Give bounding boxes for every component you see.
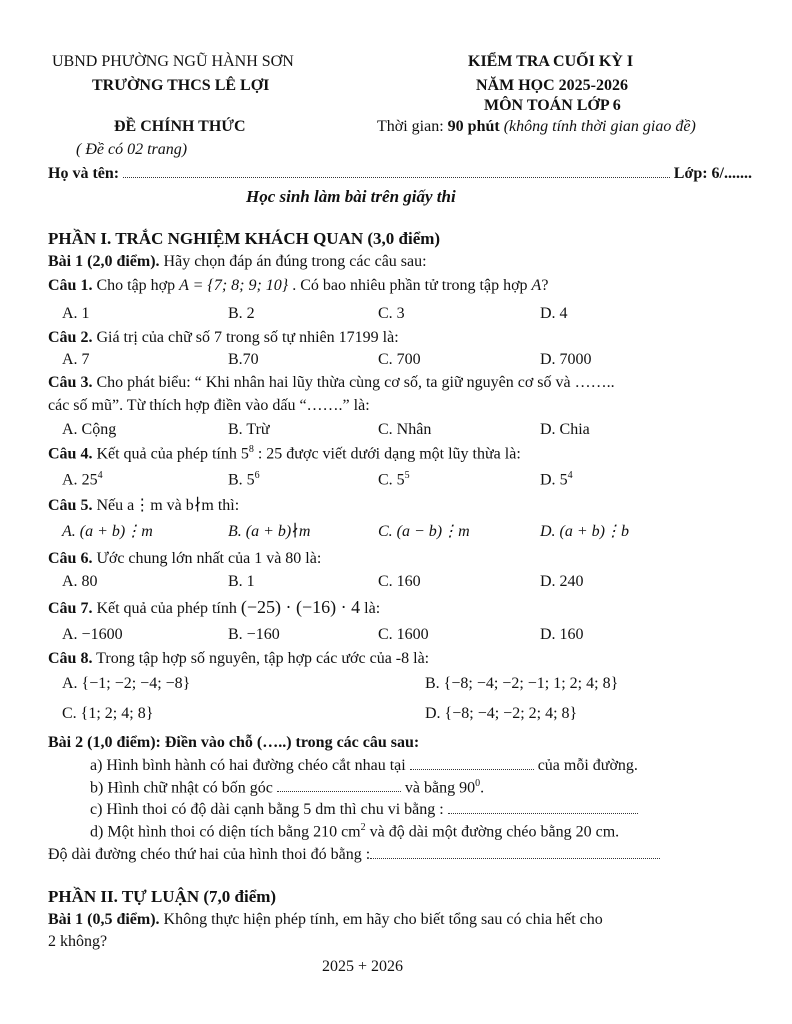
q7-text-a: Kết quả của phép tính <box>92 600 241 617</box>
question-8 <box>48 649 429 668</box>
q8-option-d: D. {−8; −4; −2; 2; 4; 8} <box>425 705 578 722</box>
q1-set-name: A <box>531 277 542 294</box>
part1-title: PHẦN I. TRẮC NGHIỆM KHÁCH QUAN (3,0 điểm) <box>48 229 441 248</box>
p2-bai1-text: Không thực hiện phép tính, em hãy cho biết tổng sau có chia hết cho <box>159 911 603 928</box>
authority-name: UBND PHƯỜNG NGŨ HÀNH SƠN <box>52 53 294 70</box>
question-2 <box>48 328 399 347</box>
q4d-base: 5 <box>559 471 568 489</box>
q4c-prefix: C. <box>378 471 397 489</box>
q8-option-a: A. {−1; −2; −4; −8} <box>62 675 191 692</box>
bai2-d-blank <box>370 848 660 859</box>
q1-label: Câu 1. <box>48 277 93 294</box>
q4-option-c <box>378 470 410 490</box>
q6-option-a: A. 80 <box>62 573 98 590</box>
q2-text: Giá trị của chữ số 7 trong số tự nhiên 17199 là: <box>92 329 399 346</box>
bai2-d-post: và độ dài một đường chéo bằng 20 cm. <box>365 823 620 841</box>
bai1-label: Bài 1 (2,0 điểm). <box>48 253 160 270</box>
official-label: ĐỀ CHÍNH THỨC <box>114 118 246 135</box>
bai2-item-c <box>90 800 638 819</box>
bai2-item-b <box>90 778 484 798</box>
q7-option-c: C. 1600 <box>378 626 429 643</box>
school-year: NĂM HỌC 2025-2026 <box>476 77 628 94</box>
subject-title: MÔN TOÁN LỚP 6 <box>484 97 621 114</box>
part2-bai1 <box>48 910 603 929</box>
q4-exp: 8 <box>248 444 254 455</box>
bai2-b-post: và bằng <box>400 779 460 797</box>
bai2-b-blank <box>277 781 401 792</box>
q1-option-b: B. 2 <box>228 305 255 322</box>
bai2-d2-text: Độ dài đường chéo thứ hai của hình thoi đó bằng : <box>48 846 371 863</box>
q1-option-d: D. 4 <box>540 305 568 322</box>
name-row <box>48 164 752 183</box>
p2-bai1-label: Bài 1 (0,5 điểm). <box>48 911 160 928</box>
q4-option-d <box>540 470 573 490</box>
bai2-b-deg-sup: 0 <box>475 778 481 789</box>
name-label: Họ và tên: <box>48 165 120 182</box>
q2-option-a: A. 7 <box>62 351 90 368</box>
q8-option-c: C. {1; 2; 4; 8} <box>62 705 154 722</box>
part1-bai1 <box>48 252 427 271</box>
q6-option-d: D. 240 <box>540 573 584 590</box>
q4b-base: 5 <box>246 471 255 489</box>
q2-option-d: D. 7000 <box>540 351 592 368</box>
q5-option-d: D. (a + b)⋮b <box>540 523 630 540</box>
q4-text-b: : 25 được viết dưới dạng một lũy thừa là: <box>253 445 521 463</box>
q7-label: Câu 7. <box>48 600 93 617</box>
question-7 <box>48 597 380 619</box>
time-info <box>377 117 696 136</box>
bai2-d-area: 210 cm <box>313 823 361 841</box>
q6-text: Ước chung lớn nhất của 1 và 80 là: <box>92 550 322 567</box>
bai2-d-area-sup: 2 <box>360 822 366 833</box>
q2-option-b: B.70 <box>228 351 259 368</box>
q7-option-b: B. −160 <box>228 626 280 643</box>
q4c-exp: 5 <box>404 470 410 481</box>
q7-expr: (−25) · (−16) · 4 <box>240 597 361 617</box>
part2-expression: 2025 + 2026 <box>322 958 404 975</box>
part1-bai2: Bài 2 (1,0 điểm): Điền vào chỗ (…..) trong các câu sau: <box>48 734 420 751</box>
q4-text-a: Kết quả của phép tính <box>92 445 241 463</box>
q4b-exp: 6 <box>254 470 260 481</box>
q1-option-a: A. 1 <box>62 305 90 322</box>
bai2-a-post: của mỗi đường. <box>533 757 638 774</box>
question-5 <box>48 496 239 515</box>
question-6 <box>48 549 321 568</box>
question-1 <box>48 276 548 295</box>
question-3 <box>48 373 615 392</box>
q5-option-a: A. (a + b)⋮m <box>62 523 153 540</box>
part2-title: PHẦN II. TỰ LUẬN (7,0 điểm) <box>48 887 277 906</box>
q1-set: A = {7; 8; 9; 10} <box>179 277 289 294</box>
q5-option-c: C. (a − b)⋮m <box>378 523 470 540</box>
bai2-a-blank <box>410 759 534 770</box>
q4d-prefix: D. <box>540 471 560 489</box>
q8-option-b: B. {−8; −4; −2; −1; 1; 2; 4; 8} <box>425 675 619 692</box>
q5-text: Nếu a⋮m và b∤m thì: <box>92 497 240 514</box>
bai2-d-pre: d) Một hình thoi có diện tích bằng <box>90 823 314 841</box>
bai1-text: Hãy chọn đáp án đúng trong các câu sau: <box>159 253 427 270</box>
q5-label: Câu 5. <box>48 497 93 514</box>
q7-option-a: A. −1600 <box>62 626 123 643</box>
q4-label: Câu 4. <box>48 445 93 463</box>
q4a-exp: 4 <box>97 470 103 481</box>
q4b-prefix: B. <box>228 471 247 489</box>
time-value: 90 phút <box>447 118 500 135</box>
q3-option-d: D. Chia <box>540 421 590 438</box>
q4-option-b <box>228 470 260 490</box>
question-4 <box>48 444 521 464</box>
q3-option-b: B. Trừ <box>228 421 270 438</box>
q4a-prefix: A. <box>62 471 82 489</box>
q6-label: Câu 6. <box>48 550 93 567</box>
school-name-text: TRƯỜNG THCS LÊ LỢI <box>92 77 270 94</box>
q8-text: Trong tập hợp số nguyên, tập hợp các ước của -8 là: <box>92 650 430 667</box>
q1-text-b: . Có bao nhiêu phần tử trong tập hợp <box>288 277 532 294</box>
q4-option-a <box>62 470 103 490</box>
q4d-exp: 4 <box>567 470 573 481</box>
q3-option-c: C. Nhân <box>378 421 432 438</box>
class-label: Lớp: 6/....... <box>673 165 752 182</box>
q2-option-c: C. 700 <box>378 351 421 368</box>
time-prefix: Thời gian: <box>377 118 448 135</box>
bai2-item-d <box>90 822 619 842</box>
bai2-b-end: . <box>480 779 485 797</box>
pages-note: ( Đề có 02 trang) <box>76 141 188 158</box>
part2-bai1-cont: 2 không? <box>48 933 108 950</box>
school-name <box>92 76 269 95</box>
q1-text-a: Cho tập hợp <box>92 277 180 294</box>
time-note: (không tính thời gian giao đề) <box>499 118 696 135</box>
question-3-cont: các số mũ”. Từ thích hợp điền vào dấu “…….” là: <box>48 397 370 414</box>
q1-option-c: C. 3 <box>378 305 405 322</box>
bai2-b-pre: b) Hình chữ nhật có bốn góc <box>90 779 277 797</box>
q6-option-b: B. 1 <box>228 573 255 590</box>
q2-label: Câu 2. <box>48 329 93 346</box>
q5-option-b: B. (a + b)∤m <box>228 523 311 540</box>
bai2-c-blank <box>448 803 638 814</box>
exam-title: KIỂM TRA CUỐI KỲ I <box>468 53 634 70</box>
q3-text: Cho phát biểu: “ Khi nhân hai lũy thừa cùng cơ số, ta giữ nguyên cơ số và …….. <box>92 374 615 391</box>
q4c-base: 5 <box>396 471 405 489</box>
bai2-a-pre: a) Hình bình hành có hai đường chéo cắt nhau tại <box>90 757 410 774</box>
name-blank <box>123 164 670 178</box>
q7-text-b: là: <box>360 600 381 617</box>
bai2-item-a <box>90 756 638 775</box>
bai2-b-deg: 90 <box>459 779 476 797</box>
bai2-item-d-cont <box>48 845 660 864</box>
q3-label: Câu 3. <box>48 374 93 391</box>
q7-option-d: D. 160 <box>540 626 584 643</box>
q3-option-a: A. Cộng <box>62 421 117 438</box>
instruction: Học sinh làm bài trên giấy thi <box>246 187 456 206</box>
bai2-c-pre: c) Hình thoi có độ dài cạnh bằng 5 dm thì chu vi bằng : <box>90 801 448 818</box>
q4-base: 5 <box>240 445 249 463</box>
q8-label: Câu 8. <box>48 650 93 667</box>
q1-text-c: ? <box>541 277 549 294</box>
q6-option-c: C. 160 <box>378 573 421 590</box>
q4a-base: 25 <box>81 471 98 489</box>
